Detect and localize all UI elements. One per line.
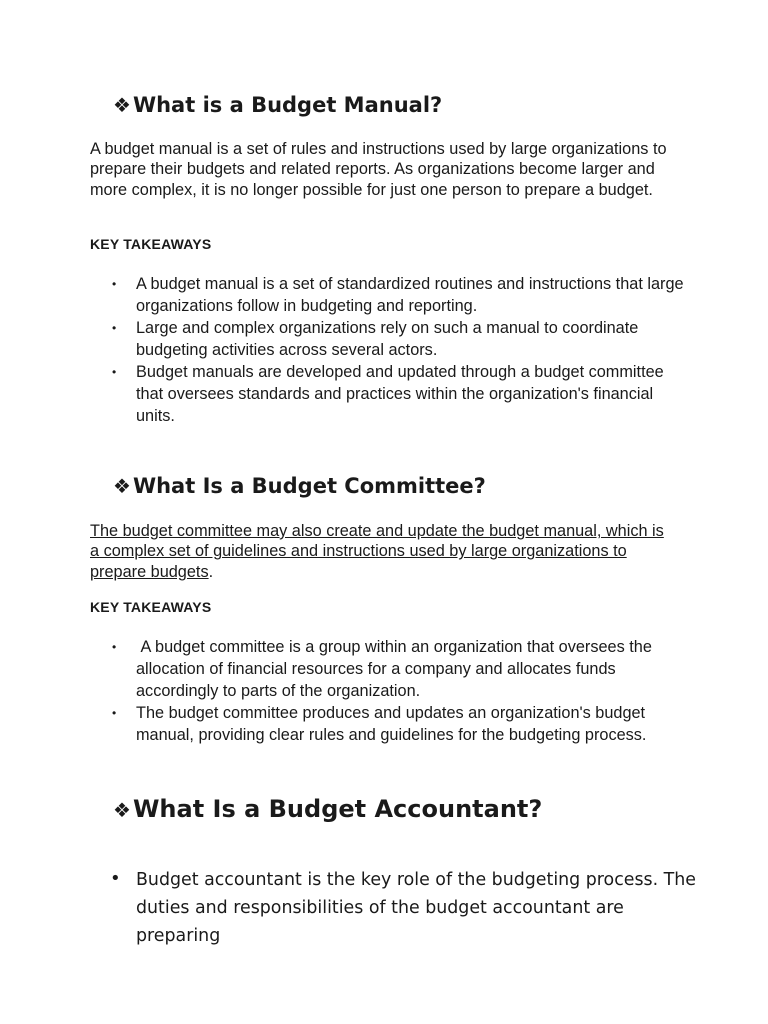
list-item bbox=[90, 361, 690, 427]
list-item bbox=[90, 636, 690, 702]
diamond-bullet-icon: ❖ bbox=[113, 93, 131, 117]
budget-accountant-bullets bbox=[90, 866, 700, 950]
section-heading-budget-manual bbox=[113, 93, 442, 117]
paragraph-end: . bbox=[208, 562, 214, 581]
budget-committee-takeaways bbox=[90, 636, 690, 746]
list-item bbox=[90, 317, 690, 361]
key-takeaways-label: KEY TAKEAWAYS bbox=[90, 236, 212, 252]
list-item-text: Budget accountant is the key role of the budgeting process. The duties and responsibilities of the budget accountant are preparing bbox=[136, 870, 696, 946]
bullet-icon: • bbox=[112, 706, 117, 720]
diamond-bullet-icon: ❖ bbox=[113, 798, 131, 822]
underlined-text: The budget committee may also create and update the budget manual, which is a complex set of guidelines and instructions used by large organizations to prepare budgets bbox=[90, 522, 664, 581]
bullet-icon: • bbox=[110, 868, 121, 889]
list-item-text: The budget committee produces and updates an organization's budget manual, providing clear rules and guidelines for the budgeting process. bbox=[136, 704, 647, 744]
section-heading-budget-committee bbox=[113, 474, 486, 498]
list-item-text: A budget committee is a group within an organization that oversees the allocation of financial resources for a company and allocates funds accordingly to parts of the organization. bbox=[136, 638, 657, 700]
list-item bbox=[90, 866, 700, 950]
budget-manual-takeaways bbox=[90, 273, 690, 427]
key-takeaways-label: KEY TAKEAWAYS bbox=[90, 599, 212, 615]
budget-committee-paragraph bbox=[90, 521, 670, 582]
bullet-icon: • bbox=[112, 277, 117, 291]
diamond-bullet-icon: ❖ bbox=[113, 474, 131, 498]
heading-text: What Is a Budget Committee? bbox=[132, 474, 486, 498]
bullet-icon: • bbox=[112, 321, 117, 335]
list-item-text: Budget manuals are developed and updated through a budget committee that oversees standards and practices within the organization's financial units. bbox=[136, 363, 664, 425]
list-item bbox=[90, 702, 690, 746]
budget-manual-paragraph: A budget manual is a set of rules and instructions used by large organizations to prepare their budgets and related reports. As organizations become larger and more complex, it is no longer possible for just one person to prepare a budget. bbox=[90, 140, 667, 199]
list-item bbox=[90, 273, 690, 317]
bullet-icon: • bbox=[112, 365, 117, 379]
heading-text: What Is a Budget Accountant? bbox=[132, 795, 543, 823]
heading-text: What is a Budget Manual? bbox=[132, 93, 443, 117]
bullet-icon: • bbox=[112, 640, 117, 654]
list-item-text: Large and complex organizations rely on such a manual to coordinate budgeting activities across several actors. bbox=[136, 319, 639, 359]
section-heading-budget-accountant bbox=[113, 795, 542, 823]
list-item-text: A budget manual is a set of standardized routines and instructions that large organizations follow in budgeting and reporting. bbox=[136, 275, 684, 315]
